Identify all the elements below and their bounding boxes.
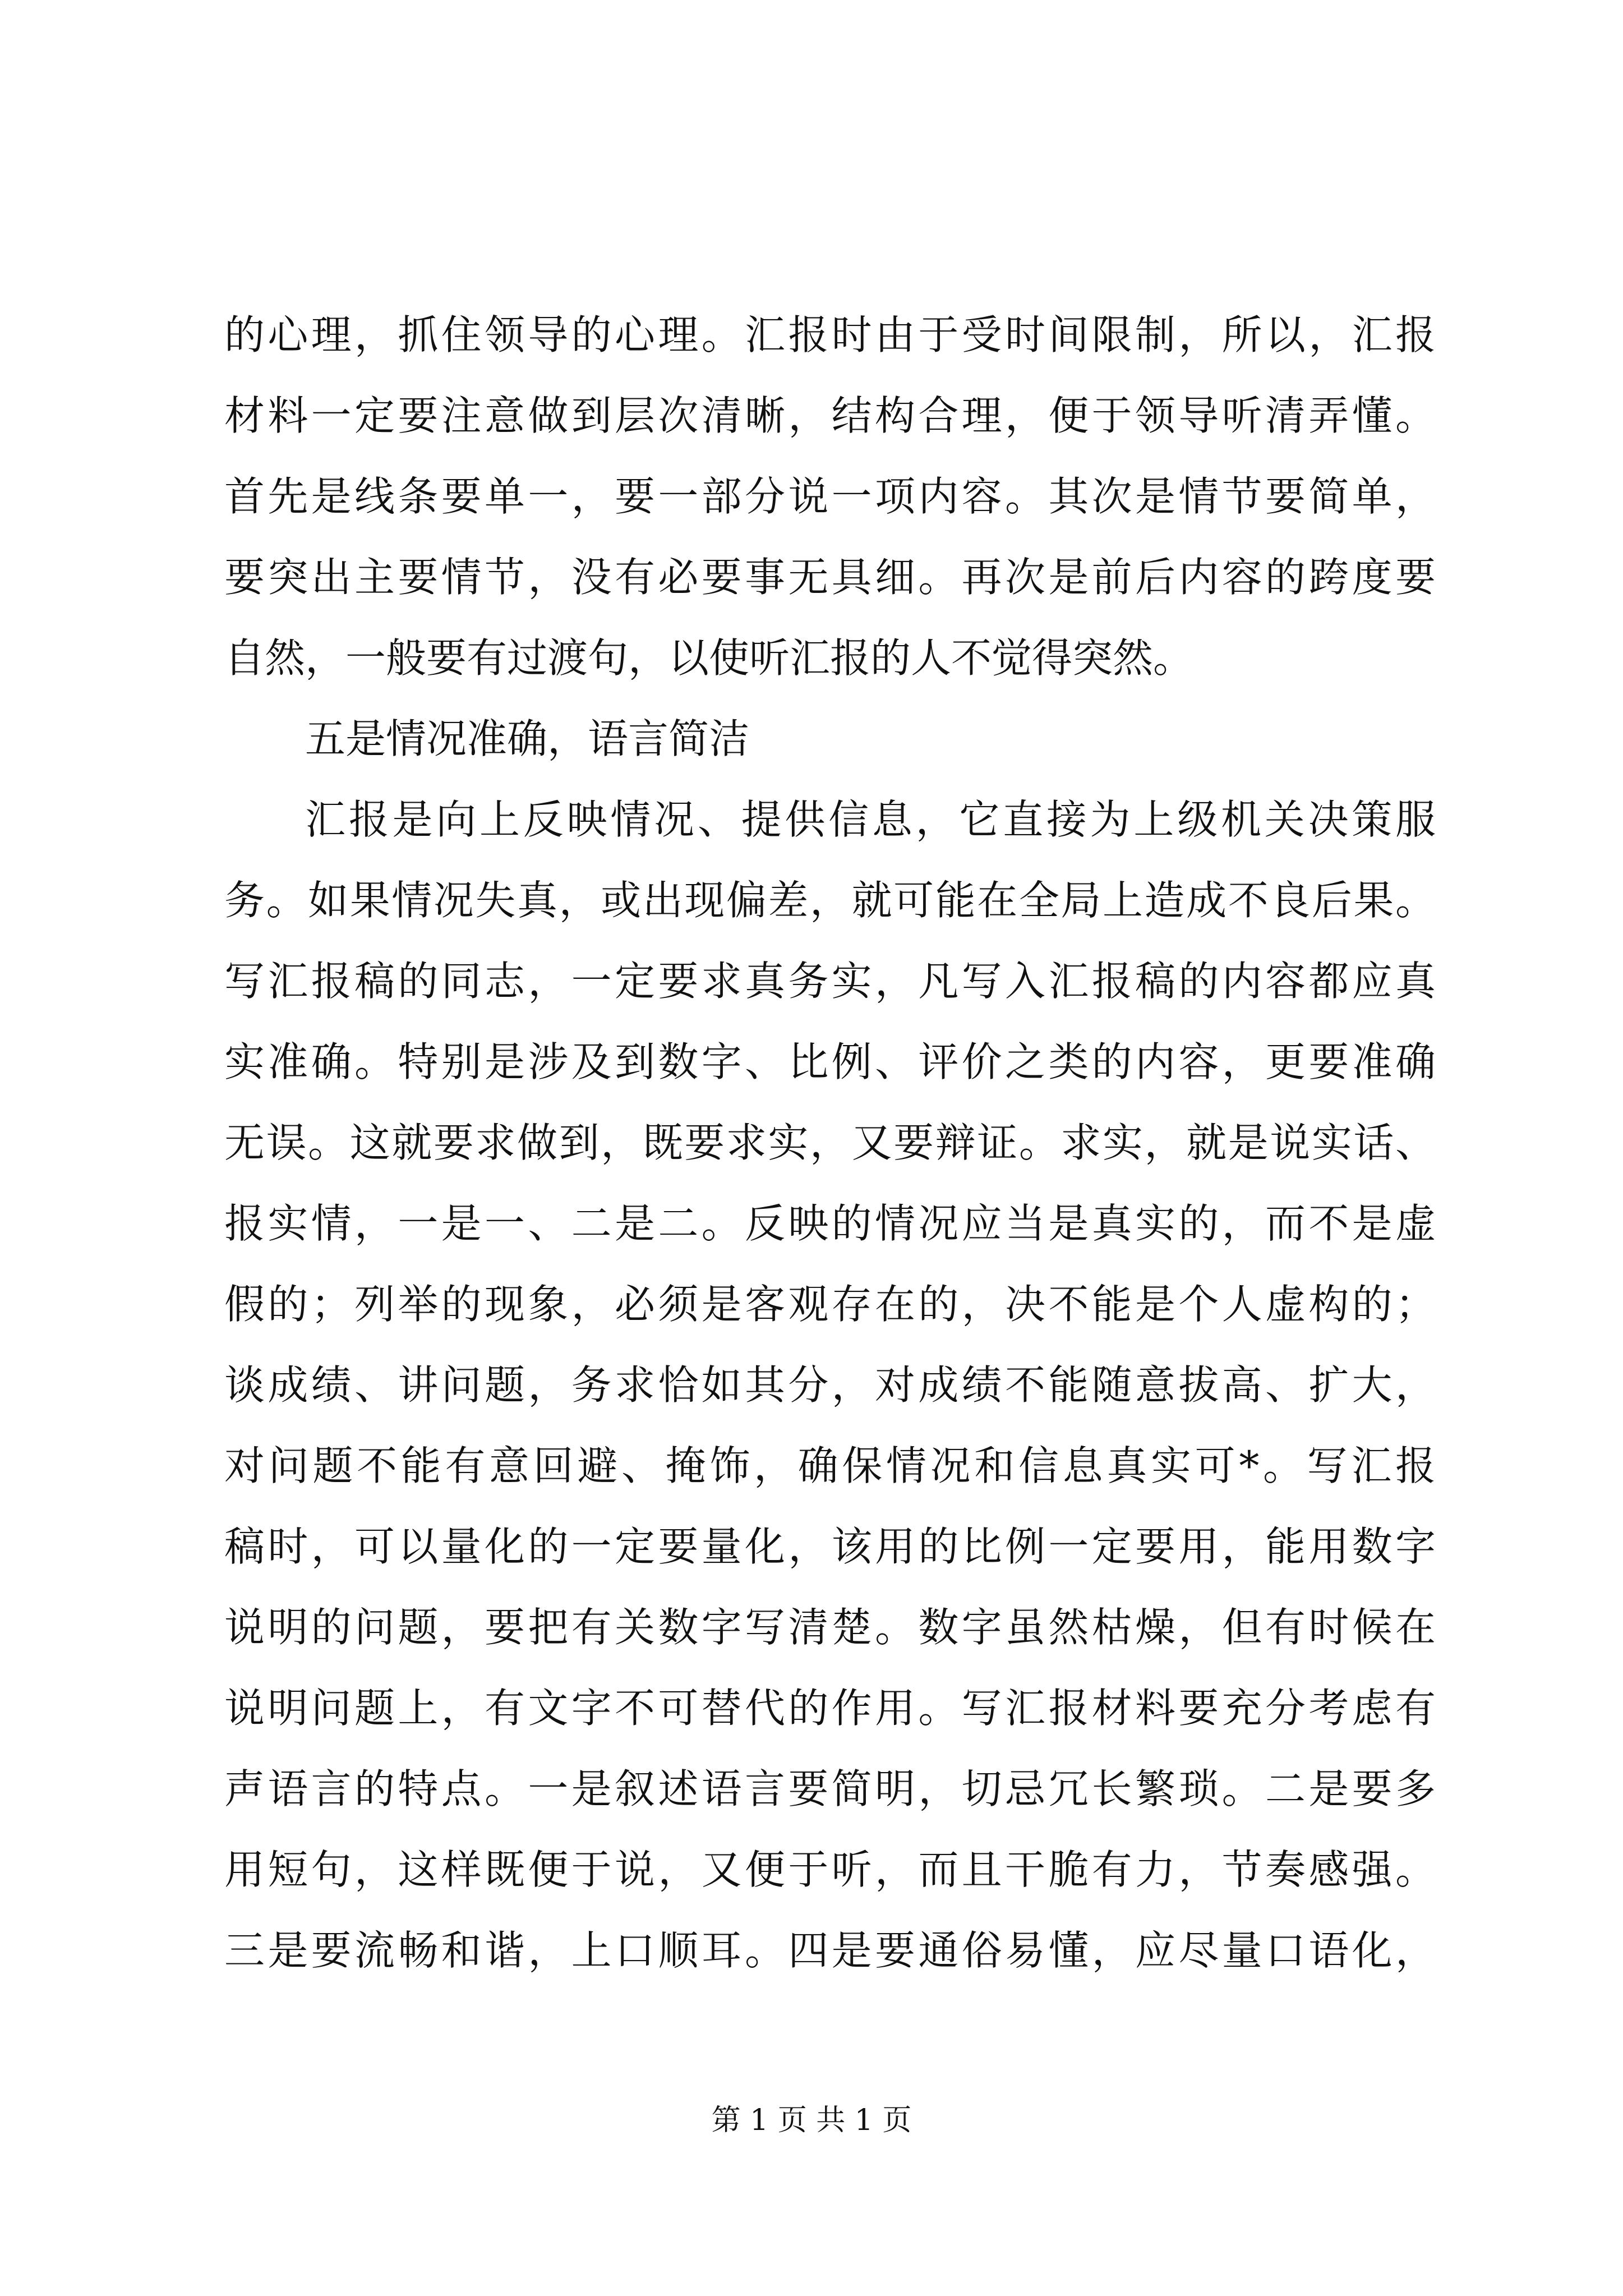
text-line: 对问题不能有意回避、掩饰，确保情况和信息真实可*。写汇报 [224,1442,1436,1489]
text-line: 要突出主要情节，没有必要事无具细。再次是前后内容的跨度要 [224,554,1436,601]
text-line: 声语言的特点。一是叙述语言要简明，切忌冗长繁琐。二是要多 [224,1765,1436,1812]
body-text [224,295,1436,1991]
page-footer [0,2101,1623,2140]
text-line: 说明问题上，有文字不可替代的作用。写汇报材料要充分考虑有 [224,1685,1436,1732]
text-line: 假的；列举的现象，必须是客观存在的，决不能是个人虚构的； [224,1281,1436,1328]
text-line: 三是要流畅和谐，上口顺耳。四是要通俗易懂，应尽量口语化， [224,1927,1436,1974]
page-number: 第 1 页 共 1 页 [711,2104,912,2137]
section-heading: 五是情况准确，语言简洁 [305,715,750,762]
text-line: 首先是线条要单一，要一部分说一项内容。其次是情节要简单， [224,473,1436,520]
text-line: 的心理，抓住领导的心理。汇报时由于受时间限制，所以，汇报 [224,311,1436,358]
text-line: 写汇报稿的同志，一定要求真务实，凡写入汇报稿的内容都应真 [224,958,1436,1005]
text-line: 谈成绩、讲问题，务求恰如其分，对成绩不能随意拔高、扩大， [224,1361,1436,1409]
text-line: 用短句，这样既便于说，又便于听，而且干脆有力，节奏感强。 [224,1846,1436,1893]
text-line: 汇报是向上反映情况、提供信息，它直接为上级机关决策服 [305,796,1436,843]
text-line: 自然，一般要有过渡句，以使听汇报的人不觉得突然。 [224,634,1194,682]
text-line: 稿时，可以量化的一定要量化，该用的比例一定要用，能用数字 [224,1523,1436,1570]
text-line: 无误。这就要求做到，既要求实，又要辩证。求实，就是说实话、 [224,1119,1436,1166]
text-line: 材料一定要注意做到层次清晰，结构合理，便于领导听清弄懂。 [224,392,1436,439]
text-line: 务。如果情况失真，或出现偏差，就可能在全局上造成不良后果。 [224,877,1436,924]
text-line: 报实情，一是一、二是二。反映的情况应当是真实的，而不是虚 [224,1200,1436,1247]
text-line: 说明的问题，要把有关数字写清楚。数字虽然枯燥，但有时候在 [224,1604,1436,1651]
text-line: 实准确。特别是涉及到数字、比例、评价之类的内容，更要准确 [224,1038,1436,1085]
